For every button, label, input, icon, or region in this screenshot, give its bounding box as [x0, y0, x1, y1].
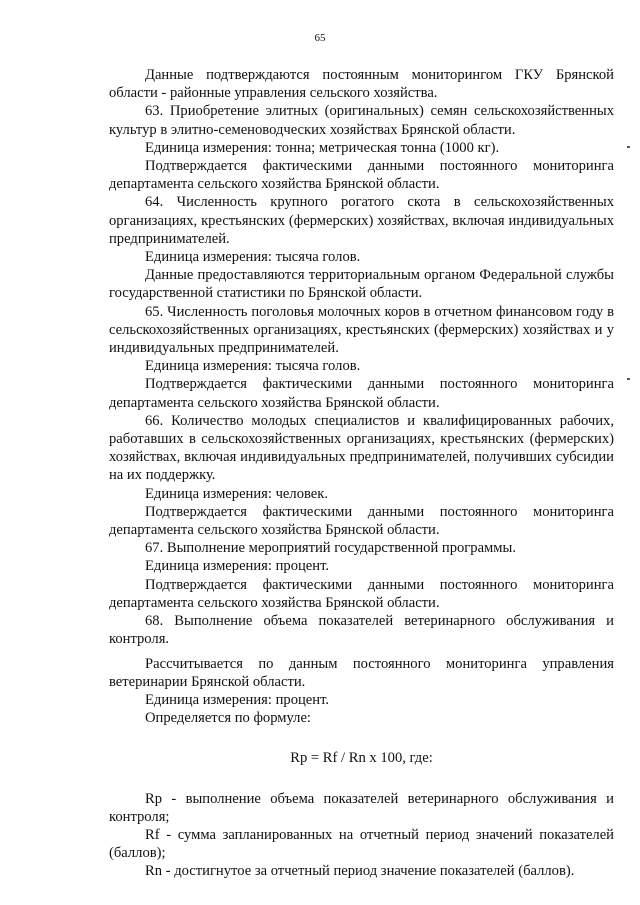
item-64: 64. Численность крупного рогатого скота в сельскохозяйственных организациях, крестьянских (фермерских) хозяйствах, включая индивидуальных предпринимателей.	[109, 194, 614, 247]
paragraph: Подтверждается фактическими данными постоянного мониторинга департамента сельского хозяйства Брянской области.	[109, 158, 614, 193]
item-66: 66. Количество молодых специалистов и квалифицированных рабочих, работавших в сельскохозяйственных организациях, крестьянских (фермерских) хозяйствах, включая индивидуальных предпринимателей, получивших субсидии на их поддержку.	[109, 412, 614, 484]
document-body	[109, 66, 614, 881]
paragraph: Единица измерения: человек.	[145, 485, 329, 502]
paragraph: Единица измерения: тысяча голов.	[145, 249, 361, 266]
paragraph: Данные предоставляются территориальным органом Федеральной службы государственной статистики по Брянской области.	[109, 267, 614, 302]
scan-mark	[627, 146, 630, 148]
formula: Rp = Rf / Rn x 100, где:	[290, 750, 433, 767]
paragraph: Рассчитывается по данным постоянного мониторинга управления ветеринарии Брянской области.	[109, 655, 614, 690]
item-68: 68. Выполнение объема показателей ветеринарного обслуживания и контроля.	[109, 613, 614, 648]
paragraph: Единица измерения: тонна; метрическая тонна (1000 кг).	[145, 139, 500, 156]
paragraph: Единица измерения: тысяча голов.	[145, 358, 361, 375]
paragraph: Определяется по формуле:	[145, 710, 311, 727]
definition-rp: Rp - выполнение объема показателей ветеринарного обслуживания и контроля;	[109, 790, 614, 825]
paragraph: Единица измерения: процент.	[145, 691, 330, 708]
definition-rf: Rf - сумма запланированных на отчетный период значений показателей (баллов);	[109, 826, 614, 862]
paragraph: Единица измерения: процент.	[145, 558, 330, 575]
paragraph: Подтверждается фактическими данными постоянного мониторинга департамента сельского хозяйства Брянской области.	[109, 576, 614, 611]
item-67: 67. Выполнение мероприятий государственной программы.	[145, 540, 516, 557]
page-number: 65	[314, 32, 326, 44]
scan-mark	[627, 378, 630, 380]
item-65: 65. Численность поголовья молочных коров в отчетном финансовом году в сельскохозяйственных организациях, крестьянских (фермерских) хозяйствах и у индивидуальных предпринимателей.	[109, 303, 614, 357]
paragraph: Подтверждается фактическими данными постоянного мониторинга департамента сельского хозяйства Брянской области.	[109, 376, 614, 411]
paragraph: Подтверждается фактическими данными постоянного мониторинга департамента сельского хозяйства Брянской области.	[109, 503, 614, 539]
definition-rn: Rn - достигнутое за отчетный период значение показателей (баллов).	[145, 863, 575, 880]
paragraph: Данные подтверждаются постоянным мониторингом ГКУ Брянской области - районные управления сельского хозяйства.	[109, 67, 614, 102]
item-63: 63. Приобретение элитных (оригинальных) семян сельскохозяйственных культур в элитно-семеноводческих хозяйствах Брянской области.	[109, 103, 614, 138]
